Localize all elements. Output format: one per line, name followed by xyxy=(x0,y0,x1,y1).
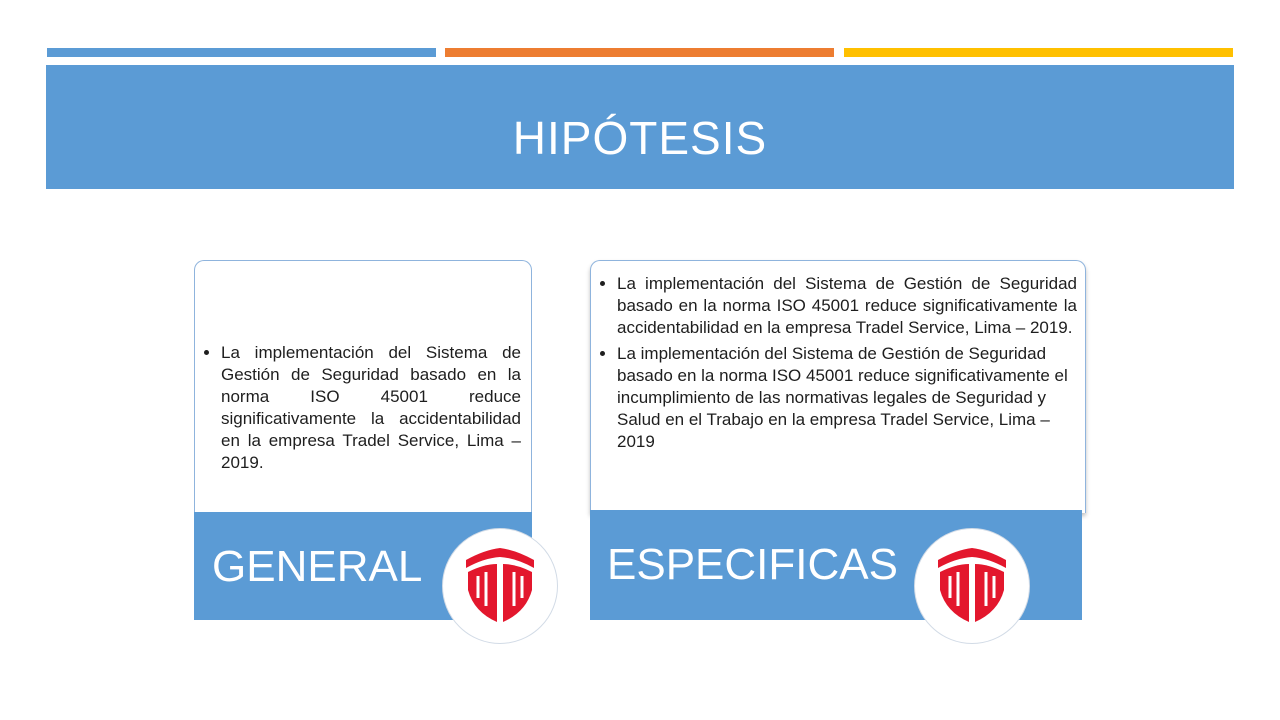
general-bullet-list xyxy=(195,342,521,474)
accent-bar-orange xyxy=(445,48,834,57)
title-band xyxy=(46,65,1234,189)
specific-hypotheses-text-box xyxy=(590,260,1086,513)
accent-bar-blue xyxy=(47,48,436,57)
general-bullet: • La implementación del Sistema de Gestión de Seguridad basado en la norma ISO 45001 reduce significativamente la accidentabilidad en la empresa Tradel Service, Lima – 2019. xyxy=(221,342,521,474)
university-shield-logo-icon xyxy=(464,546,536,626)
specific-bullet-1: • La implementación del Sistema de Gestión de Seguridad basado en la norma ISO 45001 reduce significativamente la accidentabilidad en la empresa Tradel Service, Lima – 2019. xyxy=(617,273,1077,339)
specific-bullet-2: • La implementación del Sistema de Gestión de Seguridad basado en la norma ISO 45001 reduce significativamente el incumplimiento de las normativas legales de Seguridad y Salud en el Trabajo en la empresa Tradel Service, Lima – 2019 xyxy=(617,343,1077,453)
university-shield-logo-icon xyxy=(936,546,1008,626)
general-label: GENERAL xyxy=(212,542,423,591)
slide-title: HIPÓTESIS xyxy=(512,112,768,164)
specific-bullet-list xyxy=(591,273,1077,453)
logo-circle xyxy=(914,528,1030,644)
logo-circle xyxy=(442,528,558,644)
accent-bar-yellow xyxy=(844,48,1233,57)
specific-label: ESPECIFICAS xyxy=(607,540,898,589)
general-hypothesis-text-box xyxy=(194,260,532,514)
